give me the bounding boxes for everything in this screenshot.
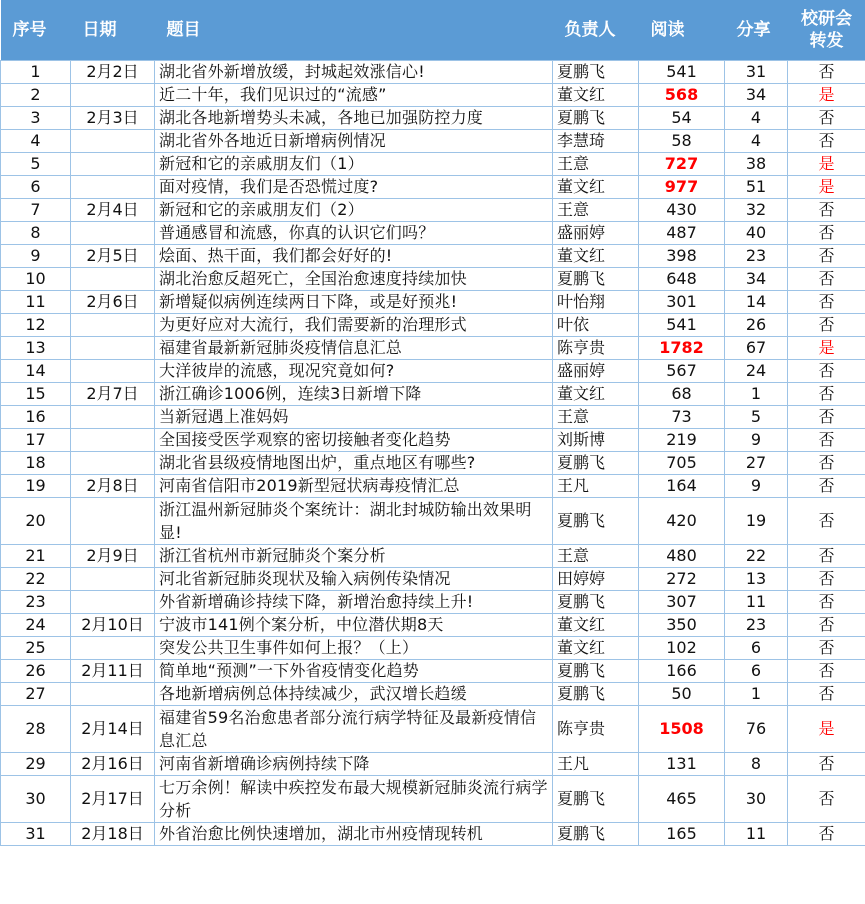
row-index: 12 (1, 313, 71, 336)
row-shares: 27 (725, 451, 788, 474)
row-reads: 131 (639, 752, 725, 775)
row-reads: 541 (639, 313, 725, 336)
table-row (1, 152, 865, 175)
table-row (1, 83, 865, 106)
row-index: 14 (1, 359, 71, 382)
row-date (71, 497, 155, 544)
table-row (1, 497, 865, 544)
row-shares: 9 (725, 428, 788, 451)
row-date: 2月8日 (71, 474, 155, 497)
row-forward: 否 (788, 290, 865, 313)
row-forward: 否 (788, 359, 865, 382)
row-owner: 夏鹏飞 (553, 659, 639, 682)
table-row (1, 60, 865, 83)
row-title: 福建省最新新冠肺炎疫情信息汇总 (155, 336, 553, 359)
row-reads: 977 (639, 175, 725, 198)
row-forward: 否 (788, 428, 865, 451)
row-forward: 否 (788, 497, 865, 544)
row-title: 当新冠遇上准妈妈 (155, 405, 553, 428)
table-row (1, 336, 865, 359)
row-title: 浙江确诊1006例，连续3日新增下降 (155, 382, 553, 405)
row-date (71, 636, 155, 659)
row-shares: 23 (725, 244, 788, 267)
row-index: 27 (1, 682, 71, 705)
header-date: 日期 (71, 0, 155, 60)
table-row (1, 775, 865, 822)
row-index: 21 (1, 544, 71, 567)
row-shares: 1 (725, 382, 788, 405)
row-forward: 是 (788, 175, 865, 198)
row-forward: 否 (788, 382, 865, 405)
row-date: 2月2日 (71, 60, 155, 83)
row-title: 烩面、热干面，我们都会好好的! (155, 244, 553, 267)
table-row (1, 428, 865, 451)
row-date (71, 590, 155, 613)
table-row (1, 590, 865, 613)
row-owner: 董文红 (553, 175, 639, 198)
row-shares: 34 (725, 267, 788, 290)
row-index: 10 (1, 267, 71, 290)
row-owner: 刘斯博 (553, 428, 639, 451)
row-title: 新冠和它的亲戚朋友们（2） (155, 198, 553, 221)
row-owner: 陈亨贵 (553, 705, 639, 752)
row-reads: 1782 (639, 336, 725, 359)
row-index: 4 (1, 129, 71, 152)
row-owner: 陈亨贵 (553, 336, 639, 359)
row-reads: 272 (639, 567, 725, 590)
row-date (71, 175, 155, 198)
row-reads: 480 (639, 544, 725, 567)
row-reads: 567 (639, 359, 725, 382)
row-owner: 董文红 (553, 83, 639, 106)
row-forward: 否 (788, 267, 865, 290)
row-title: 面对疫情，我们是否恐慌过度? (155, 175, 553, 198)
row-index: 23 (1, 590, 71, 613)
row-shares: 40 (725, 221, 788, 244)
row-owner: 董文红 (553, 636, 639, 659)
row-owner: 王意 (553, 405, 639, 428)
row-reads: 648 (639, 267, 725, 290)
row-owner: 王意 (553, 544, 639, 567)
row-reads: 301 (639, 290, 725, 313)
table-row (1, 659, 865, 682)
row-reads: 166 (639, 659, 725, 682)
row-forward: 否 (788, 474, 865, 497)
row-owner: 夏鹏飞 (553, 590, 639, 613)
row-date (71, 451, 155, 474)
row-index: 15 (1, 382, 71, 405)
row-title: 河北省新冠肺炎现状及输入病例传染情况 (155, 567, 553, 590)
row-date: 2月5日 (71, 244, 155, 267)
table-row (1, 822, 865, 845)
row-forward: 否 (788, 659, 865, 682)
row-reads: 219 (639, 428, 725, 451)
row-owner: 夏鹏飞 (553, 60, 639, 83)
row-reads: 73 (639, 405, 725, 428)
row-reads: 487 (639, 221, 725, 244)
row-date (71, 336, 155, 359)
row-date (71, 682, 155, 705)
row-reads: 465 (639, 775, 725, 822)
row-shares: 22 (725, 544, 788, 567)
row-date: 2月10日 (71, 613, 155, 636)
row-date: 2月6日 (71, 290, 155, 313)
row-date: 2月7日 (71, 382, 155, 405)
row-forward: 是 (788, 336, 865, 359)
row-index: 26 (1, 659, 71, 682)
row-owner: 王凡 (553, 474, 639, 497)
row-date: 2月17日 (71, 775, 155, 822)
row-date: 2月14日 (71, 705, 155, 752)
row-shares: 6 (725, 636, 788, 659)
row-reads: 568 (639, 83, 725, 106)
row-index: 7 (1, 198, 71, 221)
row-shares: 30 (725, 775, 788, 822)
row-reads: 705 (639, 451, 725, 474)
row-forward: 否 (788, 636, 865, 659)
table-row (1, 382, 865, 405)
row-index: 1 (1, 60, 71, 83)
row-title: 各地新增病例总体持续减少，武汉增长趋缓 (155, 682, 553, 705)
row-reads: 430 (639, 198, 725, 221)
row-reads: 102 (639, 636, 725, 659)
row-reads: 68 (639, 382, 725, 405)
row-date (71, 405, 155, 428)
row-index: 16 (1, 405, 71, 428)
row-owner: 董文红 (553, 613, 639, 636)
row-reads: 50 (639, 682, 725, 705)
row-date (71, 567, 155, 590)
row-index: 3 (1, 106, 71, 129)
row-shares: 1 (725, 682, 788, 705)
row-title: 浙江温州新冠肺炎个案统计：湖北封城防输出效果明显! (155, 497, 553, 544)
row-reads: 350 (639, 613, 725, 636)
row-forward: 否 (788, 313, 865, 336)
row-shares: 26 (725, 313, 788, 336)
row-index: 6 (1, 175, 71, 198)
row-shares: 9 (725, 474, 788, 497)
row-title: 宁波市141例个案分析，中位潜伏期8天 (155, 613, 553, 636)
table-row (1, 544, 865, 567)
row-shares: 4 (725, 129, 788, 152)
table-row (1, 313, 865, 336)
row-owner: 王意 (553, 198, 639, 221)
table-row (1, 636, 865, 659)
row-title: 浙江省杭州市新冠肺炎个案分析 (155, 544, 553, 567)
row-forward: 否 (788, 60, 865, 83)
row-owner: 李慧琦 (553, 129, 639, 152)
row-forward: 否 (788, 752, 865, 775)
row-index: 9 (1, 244, 71, 267)
row-date (71, 83, 155, 106)
table-body (1, 60, 865, 845)
row-title: 新增疑似病例连续两日下降，或是好预兆! (155, 290, 553, 313)
row-index: 2 (1, 83, 71, 106)
header-forward: 校研会 转发 (788, 0, 865, 60)
row-date (71, 129, 155, 152)
row-owner: 夏鹏飞 (553, 451, 639, 474)
row-title: 突发公共卫生事件如何上报？（上） (155, 636, 553, 659)
row-title: 外省新增确诊持续下降，新增治愈持续上升! (155, 590, 553, 613)
row-index: 25 (1, 636, 71, 659)
row-index: 5 (1, 152, 71, 175)
table-row (1, 244, 865, 267)
row-shares: 24 (725, 359, 788, 382)
row-owner: 盛丽婷 (553, 359, 639, 382)
row-shares: 67 (725, 336, 788, 359)
table-row (1, 474, 865, 497)
row-title: 普通感冒和流感，你真的认识它们吗？ (155, 221, 553, 244)
row-forward: 否 (788, 567, 865, 590)
row-forward: 否 (788, 106, 865, 129)
row-index: 18 (1, 451, 71, 474)
header-reads: 阅读 (639, 0, 725, 60)
row-date: 2月4日 (71, 198, 155, 221)
row-reads: 54 (639, 106, 725, 129)
table-row (1, 359, 865, 382)
row-title: 新冠和它的亲戚朋友们（1） (155, 152, 553, 175)
row-shares: 5 (725, 405, 788, 428)
row-index: 17 (1, 428, 71, 451)
row-shares: 6 (725, 659, 788, 682)
row-shares: 34 (725, 83, 788, 106)
row-date (71, 152, 155, 175)
row-owner: 董文红 (553, 244, 639, 267)
row-title: 湖北治愈反超死亡，全国治愈速度持续加快 (155, 267, 553, 290)
row-title: 湖北各地新增势头未减，各地已加强防控力度 (155, 106, 553, 129)
row-title: 河南省新增确诊病例持续下降 (155, 752, 553, 775)
row-forward: 否 (788, 129, 865, 152)
row-index: 19 (1, 474, 71, 497)
row-date: 2月11日 (71, 659, 155, 682)
table-row (1, 106, 865, 129)
row-date (71, 359, 155, 382)
table-row (1, 682, 865, 705)
row-shares: 38 (725, 152, 788, 175)
row-reads: 58 (639, 129, 725, 152)
row-owner: 董文红 (553, 382, 639, 405)
row-owner: 夏鹏飞 (553, 497, 639, 544)
row-shares: 51 (725, 175, 788, 198)
row-owner: 叶怡翔 (553, 290, 639, 313)
row-date: 2月18日 (71, 822, 155, 845)
row-index: 31 (1, 822, 71, 845)
row-shares: 31 (725, 60, 788, 83)
table-row (1, 198, 865, 221)
row-title: 近二十年，我们见识过的“流感” (155, 83, 553, 106)
table-row (1, 451, 865, 474)
header-shares: 分享 (725, 0, 788, 60)
row-title: 简单地“预测”一下外省疫情变化趋势 (155, 659, 553, 682)
row-title: 全国接受医学观察的密切接触者变化趋势 (155, 428, 553, 451)
row-forward: 否 (788, 590, 865, 613)
row-owner: 夏鹏飞 (553, 106, 639, 129)
row-shares: 8 (725, 752, 788, 775)
row-date: 2月9日 (71, 544, 155, 567)
row-index: 13 (1, 336, 71, 359)
table-row (1, 613, 865, 636)
row-title: 外省治愈比例快速增加，湖北市州疫情现转机 (155, 822, 553, 845)
row-date: 2月16日 (71, 752, 155, 775)
header-title: 题目 (155, 0, 553, 60)
row-reads: 164 (639, 474, 725, 497)
row-owner: 夏鹏飞 (553, 775, 639, 822)
row-owner: 叶依 (553, 313, 639, 336)
row-reads: 727 (639, 152, 725, 175)
table-row (1, 290, 865, 313)
table-row (1, 405, 865, 428)
row-forward: 是 (788, 705, 865, 752)
row-forward: 否 (788, 544, 865, 567)
row-owner: 夏鹏飞 (553, 267, 639, 290)
table-row (1, 221, 865, 244)
row-shares: 23 (725, 613, 788, 636)
row-date (71, 221, 155, 244)
table-row (1, 129, 865, 152)
row-owner: 田婷婷 (553, 567, 639, 590)
row-date (71, 428, 155, 451)
table-row (1, 705, 865, 752)
row-forward: 否 (788, 405, 865, 428)
row-reads: 1508 (639, 705, 725, 752)
row-index: 29 (1, 752, 71, 775)
row-reads: 307 (639, 590, 725, 613)
row-reads: 420 (639, 497, 725, 544)
row-forward: 否 (788, 244, 865, 267)
row-date: 2月3日 (71, 106, 155, 129)
row-title: 湖北省外各地近日新增病例情况 (155, 129, 553, 152)
row-index: 8 (1, 221, 71, 244)
row-forward: 否 (788, 451, 865, 474)
row-owner: 盛丽婷 (553, 221, 639, 244)
row-index: 20 (1, 497, 71, 544)
row-shares: 13 (725, 567, 788, 590)
row-forward: 是 (788, 152, 865, 175)
row-index: 22 (1, 567, 71, 590)
row-title: 河南省信阳市2019新型冠状病毒疫情汇总 (155, 474, 553, 497)
table-row (1, 175, 865, 198)
row-date (71, 313, 155, 336)
row-title: 为更好应对大流行，我们需要新的治理形式 (155, 313, 553, 336)
row-title: 湖北省外新增放缓，封城起效涨信心! (155, 60, 553, 83)
row-index: 30 (1, 775, 71, 822)
row-title: 七万余例！解读中疾控发布最大规模新冠肺炎流行病学分析 (155, 775, 553, 822)
row-index: 11 (1, 290, 71, 313)
row-owner: 王凡 (553, 752, 639, 775)
row-index: 28 (1, 705, 71, 752)
row-forward: 否 (788, 221, 865, 244)
header-index: 序号 (1, 0, 71, 60)
header-owner: 负责人 (553, 0, 639, 60)
row-shares: 11 (725, 822, 788, 845)
row-title: 湖北省县级疫情地图出炉，重点地区有哪些? (155, 451, 553, 474)
row-forward: 否 (788, 613, 865, 636)
row-shares: 76 (725, 705, 788, 752)
table-row (1, 752, 865, 775)
row-owner: 夏鹏飞 (553, 682, 639, 705)
row-reads: 165 (639, 822, 725, 845)
table-row (1, 567, 865, 590)
row-shares: 11 (725, 590, 788, 613)
row-reads: 541 (639, 60, 725, 83)
header-row (1, 0, 865, 60)
row-title: 福建省59名治愈患者部分流行病学特征及最新疫情信息汇总 (155, 705, 553, 752)
row-reads: 398 (639, 244, 725, 267)
row-forward: 否 (788, 682, 865, 705)
row-owner: 夏鹏飞 (553, 822, 639, 845)
table-row (1, 267, 865, 290)
row-forward: 否 (788, 775, 865, 822)
row-index: 24 (1, 613, 71, 636)
row-shares: 14 (725, 290, 788, 313)
row-shares: 32 (725, 198, 788, 221)
row-forward: 否 (788, 198, 865, 221)
row-title: 大洋彼岸的流感，现况究竟如何? (155, 359, 553, 382)
row-forward: 是 (788, 83, 865, 106)
row-owner: 王意 (553, 152, 639, 175)
row-forward: 否 (788, 822, 865, 845)
row-shares: 4 (725, 106, 788, 129)
row-date (71, 267, 155, 290)
row-shares: 19 (725, 497, 788, 544)
